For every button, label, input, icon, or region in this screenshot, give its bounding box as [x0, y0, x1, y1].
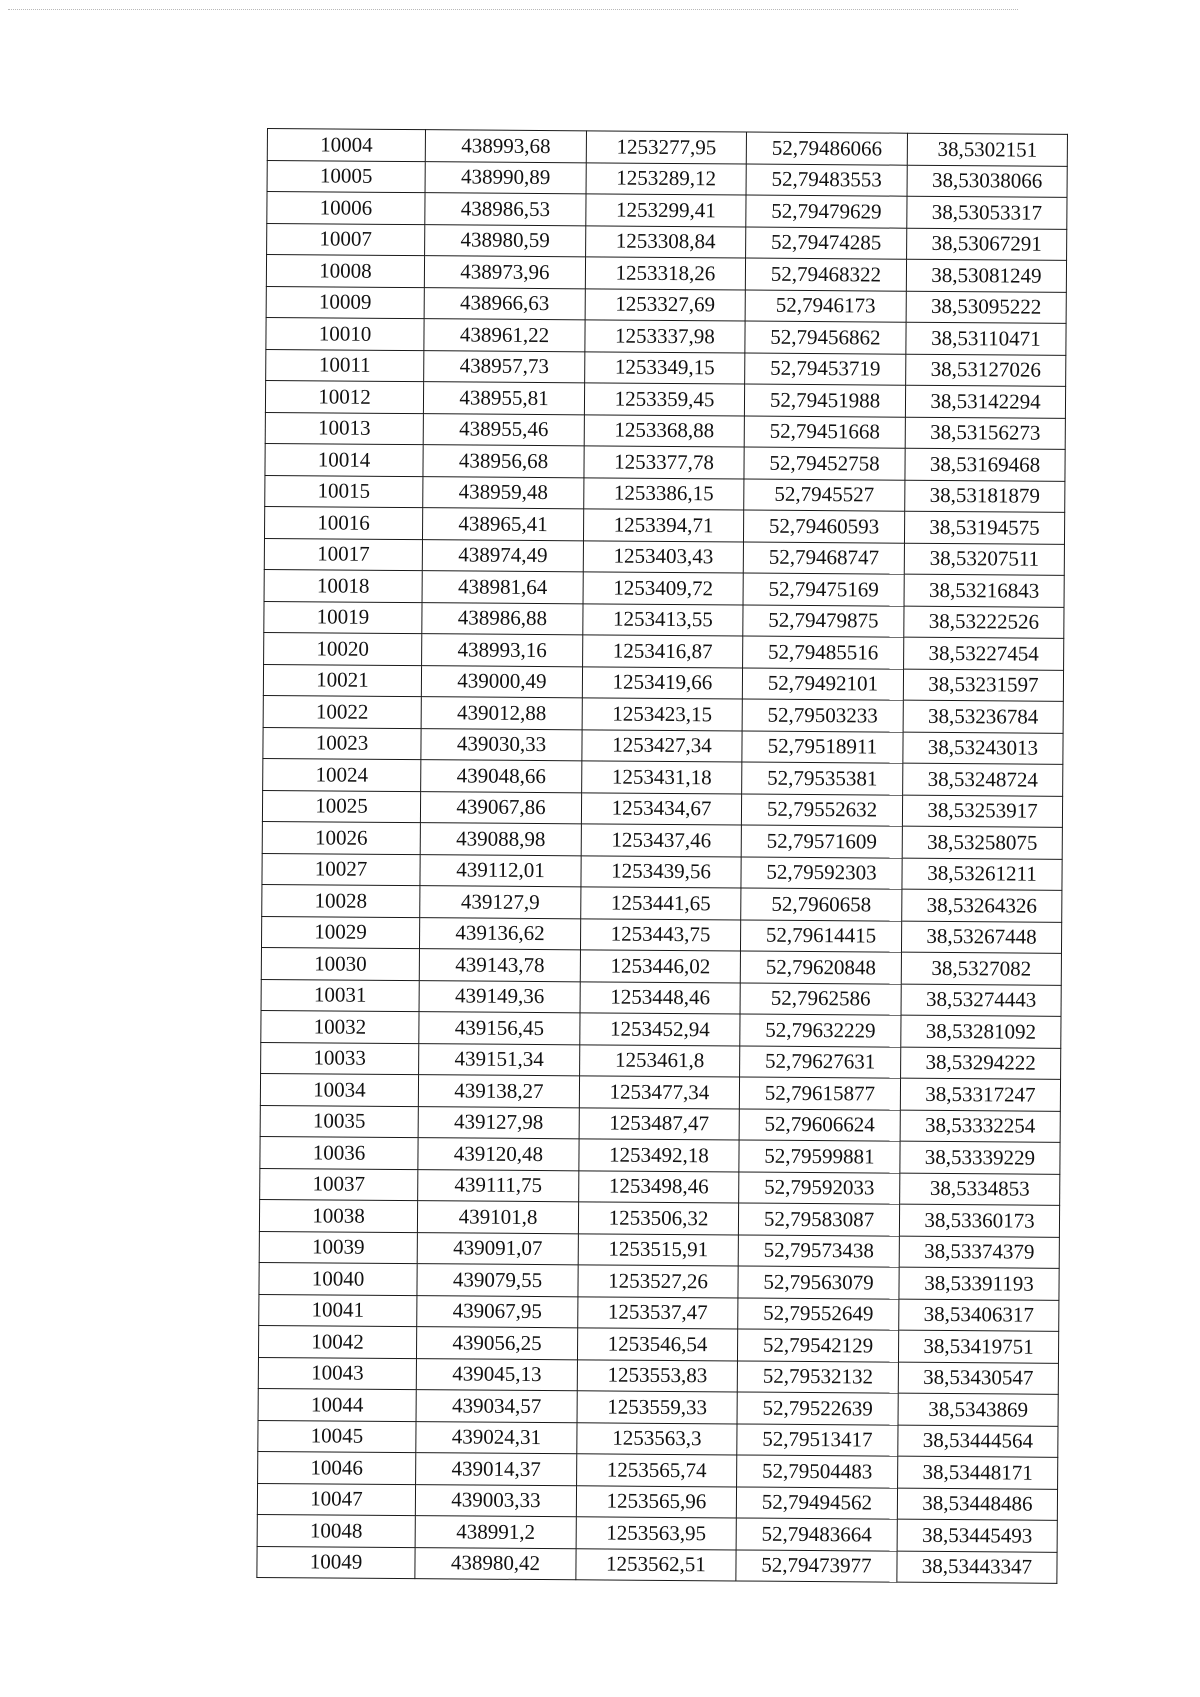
y-coordinate-cell: 1253394,71	[583, 509, 743, 542]
point-number-cell: 10019	[264, 601, 422, 634]
point-number-cell: 10049	[257, 1546, 415, 1579]
longitude-cell: 38,53253917	[902, 795, 1062, 828]
x-coordinate-cell: 439138,27	[418, 1075, 579, 1108]
longitude-cell: 38,53391193	[899, 1267, 1059, 1300]
x-coordinate-cell: 438986,88	[422, 602, 583, 635]
x-coordinate-cell: 439048,66	[421, 760, 582, 793]
x-coordinate-cell: 439151,34	[419, 1043, 580, 1076]
x-coordinate-cell: 438974,49	[422, 539, 583, 572]
point-number-cell: 10012	[265, 380, 423, 413]
latitude-cell: 52,79485516	[743, 636, 904, 669]
longitude-cell: 38,53207511	[904, 543, 1064, 576]
y-coordinate-cell: 1253537,47	[578, 1296, 738, 1329]
x-coordinate-cell: 438993,68	[425, 130, 586, 163]
longitude-cell: 38,53264326	[902, 889, 1062, 922]
y-coordinate-cell: 1253563,95	[576, 1517, 736, 1550]
longitude-cell: 38,53430547	[898, 1362, 1058, 1395]
latitude-cell: 52,79615877	[739, 1077, 900, 1110]
x-coordinate-cell: 439101,8	[417, 1201, 578, 1234]
y-coordinate-cell: 1253327,69	[585, 288, 745, 321]
y-coordinate-cell: 1253461,8	[580, 1044, 740, 1077]
point-number-cell: 10034	[260, 1073, 418, 1106]
point-number-cell: 10005	[267, 160, 425, 193]
y-coordinate-cell: 1253368,88	[584, 414, 744, 447]
point-number-cell: 10026	[262, 821, 420, 854]
y-coordinate-cell: 1253446,02	[580, 950, 740, 983]
x-coordinate-cell: 438980,42	[415, 1547, 576, 1580]
latitude-cell: 52,79473977	[736, 1549, 897, 1582]
x-coordinate-cell: 439067,86	[420, 791, 581, 824]
latitude-cell: 52,79632229	[740, 1014, 901, 1047]
point-number-cell: 10030	[261, 947, 419, 980]
point-number-cell: 10018	[264, 569, 422, 602]
point-number-cell: 10021	[263, 664, 421, 697]
latitude-cell: 52,79599881	[739, 1140, 900, 1173]
point-number-cell: 10041	[259, 1294, 417, 1327]
y-coordinate-cell: 1253487,47	[579, 1107, 739, 1140]
latitude-cell: 52,79453719	[745, 353, 906, 386]
y-coordinate-cell: 1253299,41	[586, 194, 746, 227]
longitude-cell: 38,53243013	[903, 732, 1063, 765]
y-coordinate-cell: 1253515,91	[578, 1233, 738, 1266]
latitude-cell: 52,79486066	[746, 132, 907, 165]
longitude-cell: 38,53236784	[903, 700, 1063, 733]
latitude-cell: 52,7962586	[740, 982, 901, 1015]
point-number-cell: 10004	[267, 129, 425, 162]
y-coordinate-cell: 1253403,43	[583, 540, 743, 573]
point-number-cell: 10033	[261, 1042, 419, 1075]
y-coordinate-cell: 1253562,51	[576, 1548, 736, 1581]
y-coordinate-cell: 1253427,34	[582, 729, 742, 762]
y-coordinate-cell: 1253431,18	[582, 761, 742, 794]
y-coordinate-cell: 1253439,56	[581, 855, 741, 888]
longitude-cell: 38,53216843	[904, 574, 1064, 607]
point-number-cell: 10044	[258, 1388, 416, 1421]
y-coordinate-cell: 1253349,15	[585, 351, 745, 384]
y-coordinate-cell: 1253441,65	[581, 887, 741, 920]
point-number-cell: 10027	[262, 853, 420, 886]
point-number-cell: 10008	[266, 255, 424, 288]
x-coordinate-cell: 439112,01	[420, 854, 581, 887]
y-coordinate-cell: 1253443,75	[580, 918, 740, 951]
longitude-cell: 38,5302151	[907, 133, 1067, 166]
x-coordinate-cell: 439088,98	[420, 823, 581, 856]
point-number-cell: 10037	[260, 1168, 418, 1201]
longitude-cell: 38,53360173	[899, 1204, 1059, 1237]
latitude-cell: 52,79503233	[742, 699, 903, 732]
latitude-cell: 52,79452758	[744, 447, 905, 480]
point-number-cell: 10047	[257, 1483, 415, 1516]
y-coordinate-cell: 1253416,87	[583, 635, 743, 668]
point-number-cell: 10020	[264, 632, 422, 665]
point-number-cell: 10024	[263, 758, 421, 791]
longitude-cell: 38,53444564	[898, 1425, 1058, 1458]
x-coordinate-cell: 439067,95	[417, 1295, 578, 1328]
y-coordinate-cell: 1253359,45	[584, 383, 744, 416]
y-coordinate-cell: 1253477,34	[579, 1076, 739, 1109]
latitude-cell: 52,79475169	[743, 573, 904, 606]
point-number-cell: 10022	[263, 695, 421, 728]
x-coordinate-cell: 438981,64	[422, 571, 583, 604]
latitude-cell: 52,79460593	[743, 510, 904, 543]
x-coordinate-cell: 439156,45	[419, 1012, 580, 1045]
x-coordinate-cell: 438990,89	[425, 161, 586, 194]
longitude-cell: 38,53169468	[905, 448, 1065, 481]
latitude-cell: 52,79571609	[741, 825, 902, 858]
y-coordinate-cell: 1253565,74	[577, 1454, 737, 1487]
x-coordinate-cell: 439014,37	[416, 1453, 577, 1486]
point-number-cell: 10016	[264, 506, 422, 539]
x-coordinate-cell: 439149,36	[419, 980, 580, 1013]
latitude-cell: 52,79606624	[739, 1108, 900, 1141]
latitude-cell: 52,79535381	[742, 762, 903, 795]
point-number-cell: 10039	[259, 1231, 417, 1264]
x-coordinate-cell: 438959,48	[423, 476, 584, 509]
y-coordinate-cell: 1253546,54	[577, 1328, 737, 1361]
latitude-cell: 52,79483664	[736, 1518, 897, 1551]
longitude-cell: 38,53419751	[898, 1330, 1058, 1363]
point-number-cell: 10036	[260, 1136, 418, 1169]
latitude-cell: 52,79468322	[745, 258, 906, 291]
y-coordinate-cell: 1253308,84	[586, 225, 746, 258]
latitude-cell: 52,79483553	[746, 164, 907, 197]
point-number-cell: 10009	[266, 286, 424, 319]
point-number-cell: 10045	[258, 1420, 416, 1453]
latitude-cell: 52,79532132	[737, 1360, 898, 1393]
x-coordinate-cell: 439000,49	[421, 665, 582, 698]
point-number-cell: 10040	[259, 1262, 417, 1295]
point-number-cell: 10025	[262, 790, 420, 823]
y-coordinate-cell: 1253506,32	[578, 1202, 738, 1235]
longitude-cell: 38,53248724	[903, 763, 1063, 796]
longitude-cell: 38,53142294	[905, 385, 1065, 418]
latitude-cell: 52,79474285	[746, 227, 907, 260]
longitude-cell: 38,53067291	[907, 228, 1067, 261]
longitude-cell: 38,53110471	[906, 322, 1066, 355]
latitude-cell: 52,79479629	[746, 195, 907, 228]
x-coordinate-cell: 439127,98	[418, 1106, 579, 1139]
x-coordinate-cell: 438980,59	[425, 224, 586, 257]
x-coordinate-cell: 438961,22	[424, 319, 585, 352]
longitude-cell: 38,53281092	[901, 1015, 1061, 1048]
x-coordinate-cell: 438991,2	[415, 1516, 576, 1549]
x-coordinate-cell: 439012,88	[421, 697, 582, 730]
point-number-cell: 10010	[266, 317, 424, 350]
point-number-cell: 10043	[258, 1357, 416, 1390]
x-coordinate-cell: 439136,62	[419, 917, 580, 950]
longitude-cell: 38,53339229	[900, 1141, 1060, 1174]
latitude-cell: 52,79620848	[740, 951, 901, 984]
x-coordinate-cell: 438993,16	[422, 634, 583, 667]
point-number-cell: 10017	[264, 538, 422, 571]
y-coordinate-cell: 1253559,33	[577, 1391, 737, 1424]
longitude-cell: 38,53274443	[901, 984, 1061, 1017]
y-coordinate-cell: 1253437,46	[581, 824, 741, 857]
y-coordinate-cell: 1253553,83	[577, 1359, 737, 1392]
latitude-cell: 52,79542129	[737, 1329, 898, 1362]
longitude-cell: 38,53127026	[906, 354, 1066, 387]
longitude-cell: 38,53406317	[899, 1299, 1059, 1332]
longitude-cell: 38,53194575	[904, 511, 1064, 544]
x-coordinate-cell: 439091,07	[417, 1232, 578, 1265]
latitude-cell: 52,7945527	[744, 479, 905, 512]
longitude-cell: 38,53053317	[907, 196, 1067, 229]
y-coordinate-cell: 1253409,72	[583, 572, 743, 605]
longitude-cell: 38,53261211	[902, 858, 1062, 891]
x-coordinate-cell: 438973,96	[424, 256, 585, 289]
latitude-cell: 52,79504483	[737, 1455, 898, 1488]
point-number-cell: 10013	[265, 412, 423, 445]
point-number-cell: 10032	[261, 1010, 419, 1043]
x-coordinate-cell: 439127,9	[420, 886, 581, 919]
x-coordinate-cell: 438956,68	[423, 445, 584, 478]
latitude-cell: 52,7946173	[745, 290, 906, 323]
point-number-cell: 10006	[267, 192, 425, 225]
table-row	[257, 1546, 1057, 1583]
y-coordinate-cell: 1253386,15	[584, 477, 744, 510]
latitude-cell: 52,79522639	[737, 1392, 898, 1425]
coordinates-table-body	[257, 129, 1068, 1584]
y-coordinate-cell: 1253498,46	[579, 1170, 739, 1203]
latitude-cell: 52,79627631	[740, 1045, 901, 1078]
x-coordinate-cell: 438986,53	[425, 193, 586, 226]
point-number-cell: 10029	[261, 916, 419, 949]
latitude-cell: 52,79479875	[743, 605, 904, 638]
longitude-cell: 38,53181879	[905, 480, 1065, 513]
y-coordinate-cell: 1253318,26	[585, 257, 745, 290]
point-number-cell: 10014	[265, 443, 423, 476]
longitude-cell: 38,53317247	[900, 1078, 1060, 1111]
point-number-cell: 10048	[257, 1514, 415, 1547]
longitude-cell: 38,53081249	[906, 259, 1066, 292]
y-coordinate-cell: 1253337,98	[585, 320, 745, 353]
longitude-cell: 38,53445493	[897, 1519, 1057, 1552]
latitude-cell: 52,79451988	[744, 384, 905, 417]
longitude-cell: 38,53038066	[907, 165, 1067, 198]
latitude-cell: 52,79468747	[743, 542, 904, 575]
x-coordinate-cell: 438955,81	[423, 382, 584, 415]
longitude-cell: 38,53448171	[898, 1456, 1058, 1489]
x-coordinate-cell: 439056,25	[416, 1327, 577, 1360]
longitude-cell: 38,53332254	[900, 1110, 1060, 1143]
longitude-cell: 38,53267448	[901, 921, 1061, 954]
longitude-cell: 38,53095222	[906, 291, 1066, 324]
longitude-cell: 38,53448486	[897, 1488, 1057, 1521]
point-number-cell: 10031	[261, 979, 419, 1012]
longitude-cell: 38,53374379	[899, 1236, 1059, 1269]
latitude-cell: 52,79614415	[740, 919, 901, 952]
point-number-cell: 10042	[258, 1325, 416, 1358]
x-coordinate-cell: 439024,31	[416, 1421, 577, 1454]
x-coordinate-cell: 439079,55	[417, 1264, 578, 1297]
latitude-cell: 52,79552632	[741, 793, 902, 826]
longitude-cell: 38,5327082	[901, 952, 1061, 985]
y-coordinate-cell: 1253419,66	[582, 666, 742, 699]
latitude-cell: 52,79492101	[742, 668, 903, 701]
y-coordinate-cell: 1253492,18	[579, 1139, 739, 1172]
y-coordinate-cell: 1253289,12	[586, 162, 746, 195]
latitude-cell: 52,79513417	[737, 1423, 898, 1456]
point-number-cell: 10011	[266, 349, 424, 382]
latitude-cell: 52,79494562	[736, 1486, 897, 1519]
point-number-cell: 10046	[258, 1451, 416, 1484]
x-coordinate-cell: 438957,73	[424, 350, 585, 383]
point-number-cell: 10038	[259, 1199, 417, 1232]
y-coordinate-cell: 1253452,94	[580, 1013, 740, 1046]
longitude-cell: 38,53227454	[904, 637, 1064, 670]
latitude-cell: 52,79573438	[738, 1234, 899, 1267]
latitude-cell: 52,79451668	[744, 416, 905, 449]
longitude-cell: 38,53222526	[904, 606, 1064, 639]
point-number-cell: 10028	[262, 884, 420, 917]
latitude-cell: 52,79583087	[738, 1203, 899, 1236]
x-coordinate-cell: 438966,63	[424, 287, 585, 320]
latitude-cell: 52,79456862	[745, 321, 906, 354]
point-number-cell: 10007	[267, 223, 425, 256]
x-coordinate-cell: 438965,41	[422, 508, 583, 541]
x-coordinate-cell: 439120,48	[418, 1138, 579, 1171]
point-number-cell: 10015	[265, 475, 423, 508]
x-coordinate-cell: 439034,57	[416, 1390, 577, 1423]
y-coordinate-cell: 1253563,3	[577, 1422, 737, 1455]
x-coordinate-cell: 439030,33	[421, 728, 582, 761]
y-coordinate-cell: 1253277,95	[586, 131, 746, 164]
x-coordinate-cell: 438955,46	[423, 413, 584, 446]
longitude-cell: 38,5343869	[898, 1393, 1058, 1426]
latitude-cell: 52,7960658	[741, 888, 902, 921]
point-number-cell: 10035	[260, 1105, 418, 1138]
scan-edge-dotted-line	[8, 9, 1018, 10]
y-coordinate-cell: 1253527,26	[578, 1265, 738, 1298]
coordinates-table	[256, 128, 1068, 1584]
point-number-cell: 10023	[263, 727, 421, 760]
longitude-cell: 38,53258075	[902, 826, 1062, 859]
x-coordinate-cell: 439045,13	[416, 1358, 577, 1391]
y-coordinate-cell: 1253413,55	[583, 603, 743, 636]
y-coordinate-cell: 1253434,67	[581, 792, 741, 825]
y-coordinate-cell: 1253423,15	[582, 698, 742, 731]
longitude-cell: 38,53294222	[901, 1047, 1061, 1080]
y-coordinate-cell: 1253565,96	[576, 1485, 736, 1518]
latitude-cell: 52,79563079	[738, 1266, 899, 1299]
longitude-cell: 38,53443347	[897, 1551, 1057, 1584]
x-coordinate-cell: 439143,78	[419, 949, 580, 982]
latitude-cell: 52,79592033	[739, 1171, 900, 1204]
longitude-cell: 38,53156273	[905, 417, 1065, 450]
x-coordinate-cell: 439003,33	[415, 1484, 576, 1517]
y-coordinate-cell: 1253377,78	[584, 446, 744, 479]
longitude-cell: 38,5334853	[900, 1173, 1060, 1206]
x-coordinate-cell: 439111,75	[418, 1169, 579, 1202]
latitude-cell: 52,79518911	[742, 730, 903, 763]
longitude-cell: 38,53231597	[903, 669, 1063, 702]
latitude-cell: 52,79552649	[738, 1297, 899, 1330]
y-coordinate-cell: 1253448,46	[580, 981, 740, 1014]
latitude-cell: 52,79592303	[741, 856, 902, 889]
